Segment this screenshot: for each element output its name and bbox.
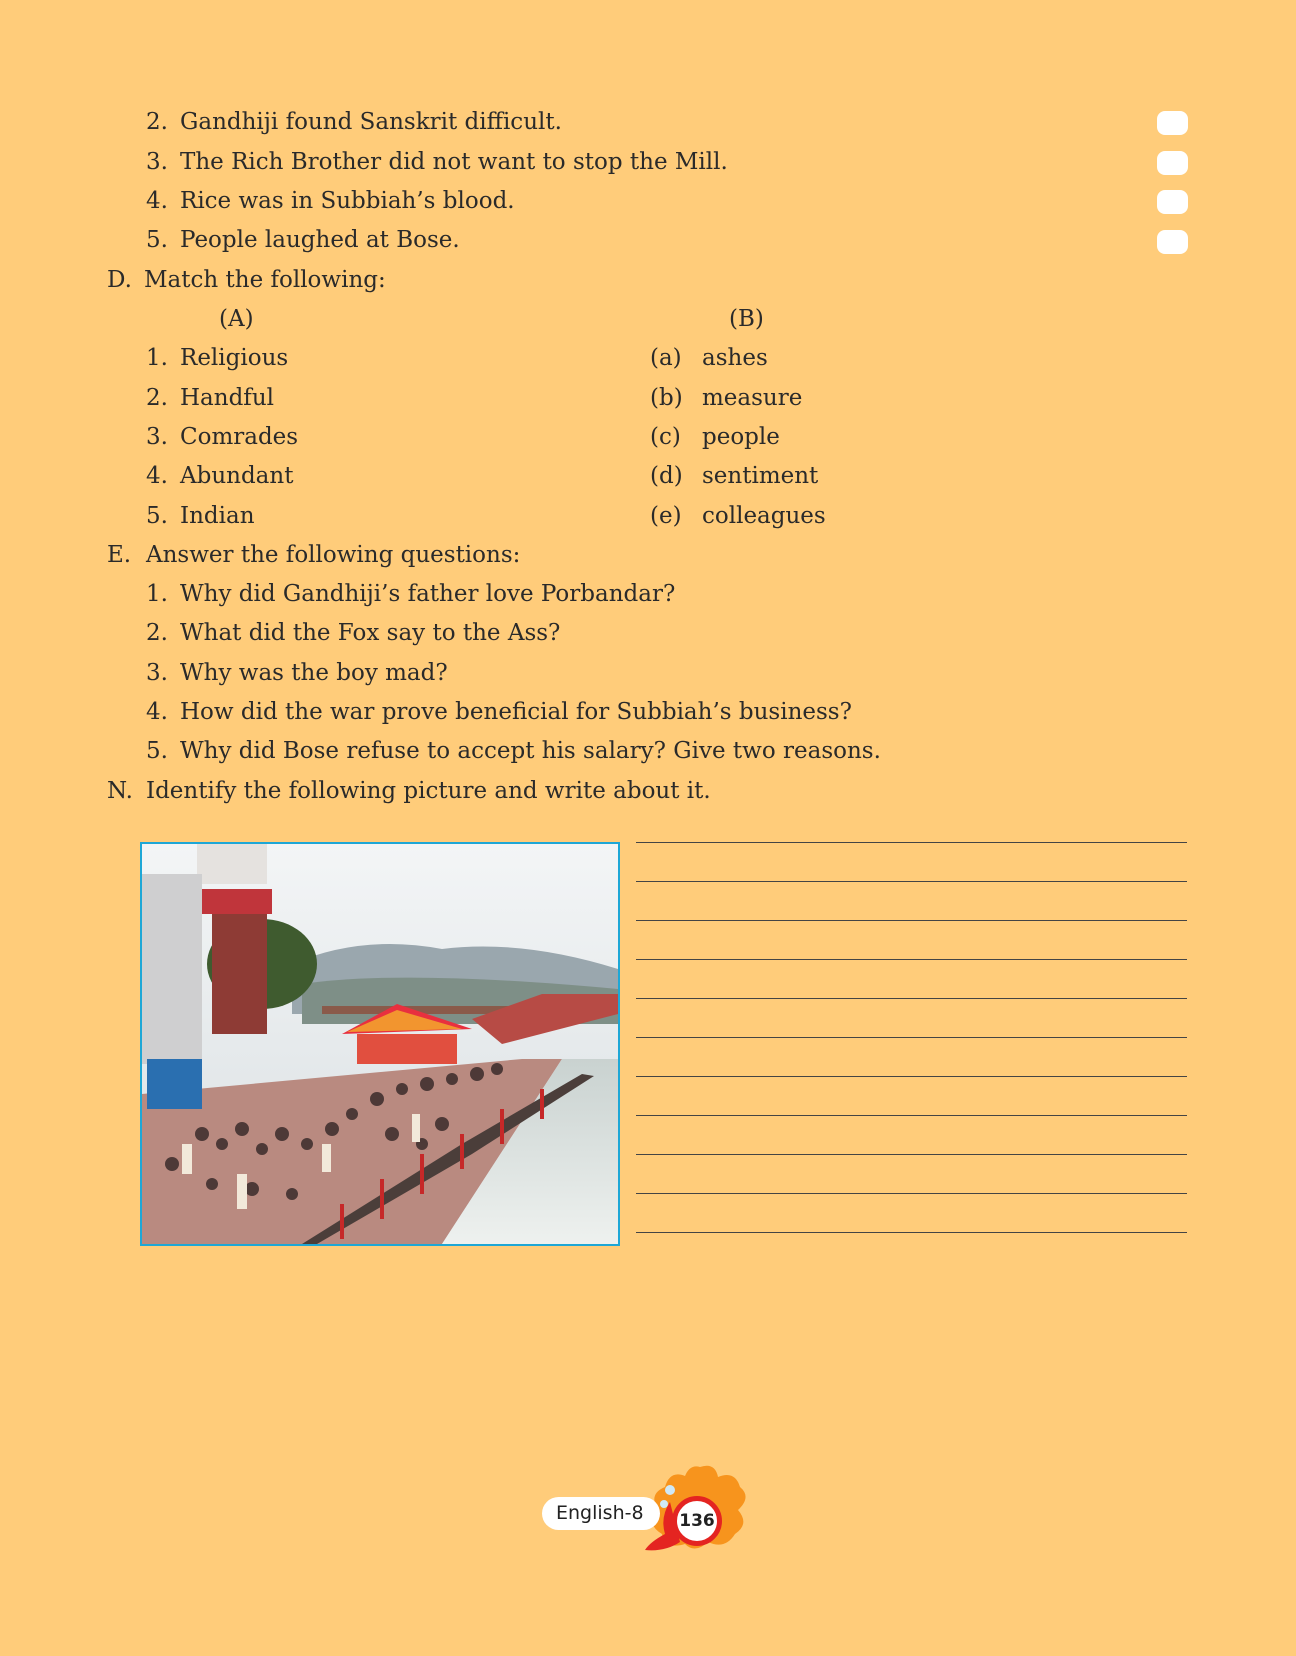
match-term: Handful — [180, 385, 274, 411]
list-number: 1. — [146, 345, 168, 371]
match-option: colleagues — [702, 503, 826, 529]
writing-line[interactable] — [636, 1076, 1187, 1077]
question-text: How did the war prove beneficial for Subbiah’s business? — [180, 699, 852, 725]
match-letter: (a) — [650, 345, 682, 371]
book-title-badge: English-8 — [542, 1497, 660, 1530]
writing-line[interactable] — [636, 881, 1187, 882]
section-letter: E. — [107, 542, 132, 568]
writing-line[interactable] — [636, 1115, 1187, 1116]
writing-line[interactable] — [636, 1232, 1187, 1233]
section-heading: Identify the following picture and write about it. — [146, 778, 711, 804]
answer-box[interactable] — [1157, 151, 1188, 175]
list-number: 1. — [146, 581, 168, 607]
list-number: 2. — [146, 620, 168, 646]
section-letter: D. — [107, 267, 132, 293]
section-heading: Match the following: — [144, 267, 386, 293]
writing-line[interactable] — [636, 842, 1187, 843]
match-letter: (c) — [650, 424, 681, 450]
writing-line[interactable] — [636, 998, 1187, 999]
section-heading: Answer the following questions: — [146, 542, 521, 568]
match-option: measure — [702, 385, 803, 411]
match-term: Religious — [180, 345, 289, 371]
answer-box[interactable] — [1157, 111, 1188, 135]
section-letter: N. — [107, 778, 133, 804]
list-number: 2. — [146, 109, 168, 135]
writing-line[interactable] — [636, 920, 1187, 921]
match-option: people — [702, 424, 780, 450]
question-text: Why was the boy mad? — [180, 660, 448, 686]
writing-line[interactable] — [636, 959, 1187, 960]
match-letter: (b) — [650, 385, 683, 411]
statement-text: Gandhiji found Sanskrit difficult. — [180, 109, 562, 135]
list-number: 2. — [146, 385, 168, 411]
page-number: 136 — [672, 1496, 722, 1546]
ghat-photo — [140, 842, 620, 1246]
list-number: 5. — [146, 227, 168, 253]
match-term: Indian — [180, 503, 255, 529]
list-number: 3. — [146, 149, 168, 175]
writing-line[interactable] — [636, 1154, 1187, 1155]
match-option: ashes — [702, 345, 768, 371]
match-option: sentiment — [702, 463, 819, 489]
match-term: Abundant — [180, 463, 294, 489]
column-b-header: (B) — [729, 306, 764, 332]
question-text: Why did Bose refuse to accept his salary? Give two reasons. — [180, 738, 881, 764]
statement-text: People laughed at Bose. — [180, 227, 460, 253]
list-number: 4. — [146, 463, 168, 489]
match-letter: (e) — [650, 503, 682, 529]
ghat-scene-illustration — [142, 844, 618, 1244]
answer-box[interactable] — [1157, 230, 1188, 254]
list-number: 4. — [146, 699, 168, 725]
writing-line[interactable] — [636, 1037, 1187, 1038]
list-number: 5. — [146, 738, 168, 764]
statement-text: Rice was in Subbiah’s blood. — [180, 188, 515, 214]
question-text: Why did Gandhiji’s father love Porbandar? — [180, 581, 676, 607]
column-a-header: (A) — [219, 306, 254, 332]
list-number: 3. — [146, 424, 168, 450]
question-text: What did the Fox say to the Ass? — [180, 620, 561, 646]
list-number: 5. — [146, 503, 168, 529]
match-term: Comrades — [180, 424, 299, 450]
list-number: 3. — [146, 660, 168, 686]
writing-line[interactable] — [636, 1193, 1187, 1194]
statement-text: The Rich Brother did not want to stop the Mill. — [180, 149, 728, 175]
match-letter: (d) — [650, 463, 683, 489]
answer-box[interactable] — [1157, 190, 1188, 214]
list-number: 4. — [146, 188, 168, 214]
